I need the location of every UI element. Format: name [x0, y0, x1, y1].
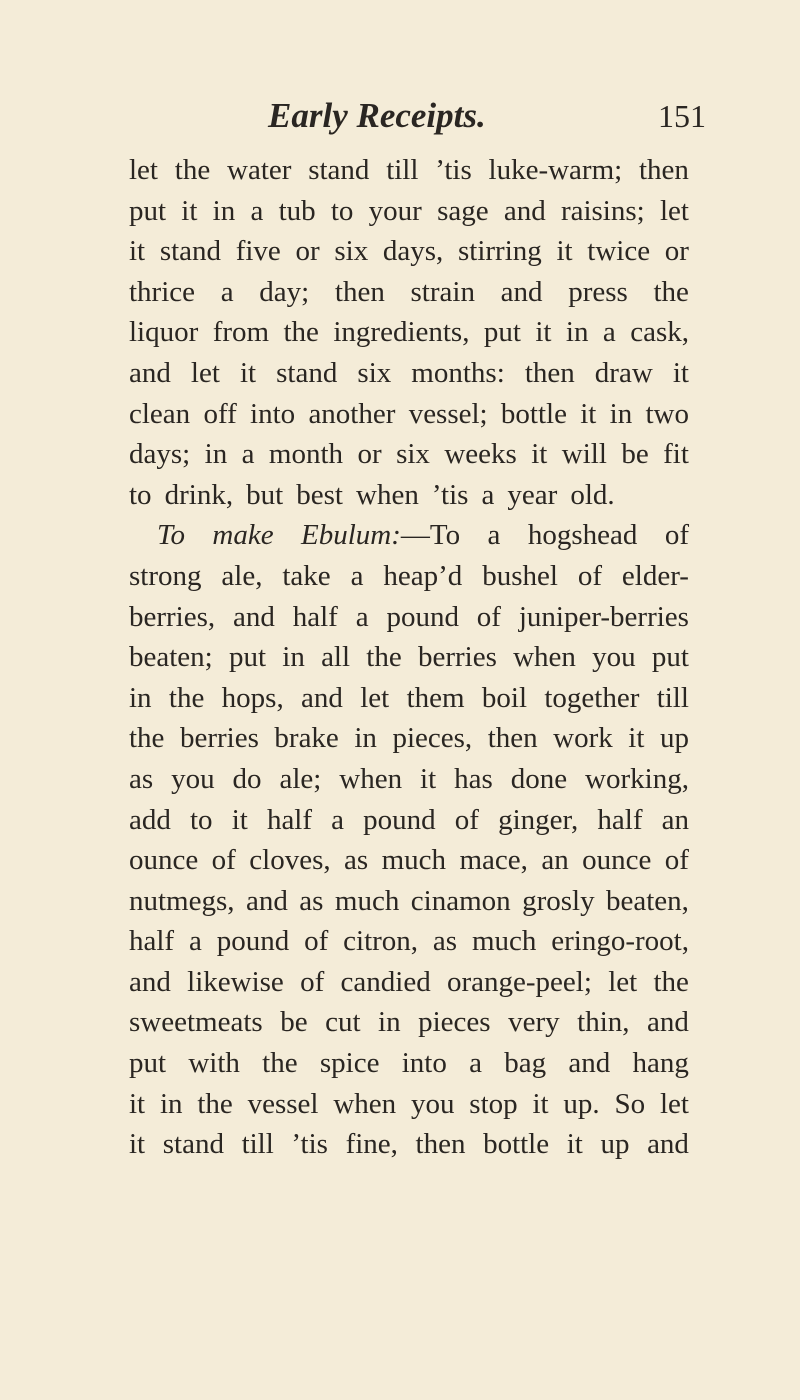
word: put [483, 316, 521, 349]
word: in [354, 722, 377, 755]
word: up [659, 722, 689, 755]
word: in [609, 397, 633, 430]
word: year [507, 478, 558, 511]
text-line [129, 840, 689, 881]
word: another [308, 397, 396, 430]
word: will [561, 438, 607, 471]
word: vessel; [408, 397, 488, 430]
word: it [129, 235, 146, 268]
text-line [129, 353, 689, 394]
word: days, [382, 235, 444, 268]
word: boil [481, 681, 528, 714]
word: till [656, 681, 689, 714]
word: a [481, 478, 495, 511]
text-line [129, 921, 689, 962]
word: best [296, 478, 343, 511]
word: cinamon [410, 884, 511, 917]
word: the [129, 722, 165, 755]
word: spice [319, 1047, 380, 1080]
word: ale, [221, 559, 263, 592]
word: in [212, 194, 236, 227]
word: it [129, 1128, 146, 1161]
word: the [653, 965, 689, 998]
text-line [129, 718, 689, 759]
word: the [168, 681, 205, 714]
word: beaten, [606, 884, 689, 917]
word: and [129, 965, 171, 998]
word: let [608, 965, 638, 998]
word: hogshead [527, 519, 638, 552]
word: much [334, 884, 400, 917]
word: strain [410, 275, 475, 308]
word: working, [585, 762, 689, 795]
word: fine, [345, 1128, 398, 1161]
word: nutmegs, [129, 884, 235, 917]
word: put [129, 194, 167, 227]
word: till [386, 154, 419, 186]
word: then [487, 722, 538, 755]
word: of [211, 844, 236, 877]
word: pound [216, 925, 290, 958]
word: add [129, 803, 171, 836]
word: stand [159, 235, 222, 268]
word: water [227, 154, 292, 186]
word: and [245, 884, 288, 917]
word: cloves, [249, 844, 331, 877]
word: hang [632, 1047, 689, 1080]
word: half [292, 600, 338, 633]
word: it [129, 1087, 146, 1120]
word: make [212, 519, 274, 552]
word: pound [386, 600, 459, 633]
word: berries, [129, 600, 216, 633]
word: and [568, 1047, 611, 1080]
word: luke-warm; [488, 154, 623, 186]
word: them [406, 681, 465, 714]
word: half [129, 925, 175, 958]
word: or [357, 438, 382, 471]
word: and [647, 1128, 689, 1161]
word: hops, [221, 681, 284, 714]
word: and [647, 1006, 689, 1039]
word: vessel [247, 1087, 319, 1120]
word: and [503, 194, 546, 227]
word: of [454, 803, 479, 836]
running-title: Early Receipts. [268, 96, 486, 135]
running-head [0, 96, 800, 142]
body-text [129, 150, 689, 1165]
word: of [577, 559, 602, 592]
word: it [531, 438, 548, 471]
word: it [580, 397, 597, 430]
word: it [566, 1128, 583, 1161]
word: till [241, 1128, 274, 1161]
word: into [250, 397, 296, 430]
word: grosly [522, 884, 595, 917]
word: ale; [279, 762, 322, 795]
word: six [334, 235, 369, 268]
word: your [368, 194, 422, 227]
word: let [129, 154, 158, 186]
word: you [410, 1087, 455, 1120]
word: a [250, 194, 264, 227]
text-line [129, 231, 689, 272]
word: a [331, 803, 345, 836]
word: it [535, 316, 552, 349]
word: thrice [129, 275, 196, 308]
page-number: 151 [658, 98, 706, 134]
word: be [280, 1006, 308, 1039]
word: a [350, 559, 364, 592]
word: juniper-berries [518, 600, 689, 633]
word: to [330, 194, 354, 227]
word: twice [587, 235, 651, 268]
word: it [628, 722, 645, 755]
word: press [568, 275, 628, 308]
word: then [415, 1128, 466, 1161]
word: let [659, 1087, 689, 1120]
word: likewise [187, 965, 284, 998]
word: it [420, 762, 437, 795]
word: off [203, 397, 237, 430]
word: candied [340, 965, 431, 998]
word: then [524, 356, 575, 389]
word: days; [129, 438, 191, 471]
word: it [532, 1087, 549, 1120]
word: two [645, 397, 689, 430]
word: you [592, 641, 636, 674]
word: let [659, 194, 689, 227]
word: liquor [129, 316, 199, 349]
word: of [664, 844, 689, 877]
word: be [621, 438, 649, 471]
word: day; [259, 275, 310, 308]
text-line [129, 597, 689, 638]
word: ’tis [435, 154, 472, 186]
word: a [602, 316, 616, 349]
text-line [129, 434, 689, 475]
word: ounce [582, 844, 652, 877]
word: draw [594, 356, 653, 389]
word: berries [417, 641, 497, 674]
word: a [355, 600, 369, 633]
word: and [500, 275, 543, 308]
word: half [597, 803, 643, 836]
word: So [614, 1087, 646, 1120]
word: in [565, 316, 589, 349]
word: as [129, 762, 154, 795]
word: take [282, 559, 331, 592]
word: five [235, 235, 281, 268]
word: stop [469, 1087, 518, 1120]
word: cut [325, 1006, 361, 1039]
word: of [664, 519, 689, 552]
word: it [231, 803, 248, 836]
text-line [129, 150, 689, 191]
word: six [357, 356, 392, 389]
word: put [651, 641, 689, 674]
word: up [600, 1128, 630, 1161]
word: a [487, 519, 501, 552]
word: together [544, 681, 640, 714]
word: a [220, 275, 234, 308]
word: month [268, 438, 344, 471]
word: the [262, 1047, 298, 1080]
word: to [190, 803, 213, 836]
word: pound [363, 803, 436, 836]
word: tub [278, 194, 316, 227]
word: drink, [164, 478, 234, 511]
word: clean [129, 397, 191, 430]
word: sage [437, 194, 489, 227]
text-line [129, 1124, 689, 1165]
word: brake [274, 722, 339, 755]
word: into [401, 1047, 447, 1080]
word: ginger, [498, 803, 579, 836]
word: all [321, 641, 351, 674]
text-line [129, 515, 689, 556]
text-line [129, 800, 689, 841]
word: raisins; [560, 194, 645, 227]
text-line [129, 881, 689, 922]
word: Ebulum:—To [301, 519, 461, 552]
word: pieces, [392, 722, 473, 755]
word: up. [563, 1087, 600, 1120]
word: stirring [458, 235, 542, 268]
word: has [454, 762, 493, 795]
word: stand [162, 1128, 224, 1161]
text-line [129, 637, 689, 678]
text-line [129, 394, 689, 435]
word: it [672, 356, 689, 389]
word: a [188, 925, 202, 958]
word: when [356, 478, 419, 511]
word: berries [179, 722, 259, 755]
word: as [344, 844, 369, 877]
word: orange-peel; [447, 965, 592, 998]
word: of [476, 600, 501, 633]
word: thin, [577, 1006, 630, 1039]
word: or [664, 235, 689, 268]
text-line [129, 312, 689, 353]
word: much [381, 844, 447, 877]
word: To [157, 519, 185, 552]
word: when [339, 762, 403, 795]
word: put [228, 641, 267, 674]
word: work [553, 722, 613, 755]
word: an [661, 803, 689, 836]
word: in [378, 1006, 401, 1039]
word: then [638, 154, 689, 186]
word: done [510, 762, 568, 795]
word: put [129, 1047, 167, 1080]
word: strong [129, 559, 202, 592]
word: very [508, 1006, 560, 1039]
word: ’tis [291, 1128, 328, 1161]
word: stand [308, 154, 370, 186]
word: fit [663, 438, 689, 471]
word: bottle [483, 1128, 550, 1161]
word: in [129, 681, 152, 714]
word: it [181, 194, 198, 227]
word: ’tis [431, 478, 469, 511]
word: then [334, 275, 385, 308]
word: the [283, 316, 319, 349]
word: a [241, 438, 255, 471]
word: citron, [343, 925, 419, 958]
text-line [129, 1043, 689, 1084]
word: elder- [621, 559, 689, 592]
word: and [129, 356, 171, 389]
word: months: [411, 356, 505, 389]
text-line [129, 1002, 689, 1043]
word: sweetmeats [129, 1006, 263, 1039]
word: eringo-root, [551, 925, 689, 958]
word: but [246, 478, 284, 511]
word: you [171, 762, 215, 795]
text-line [129, 759, 689, 800]
word: bottle [500, 397, 567, 430]
word: much [471, 925, 537, 958]
word: bushel [482, 559, 558, 592]
word: to [129, 478, 152, 511]
word: with [188, 1047, 240, 1080]
word: pieces [418, 1006, 491, 1039]
text-line [129, 962, 689, 1003]
word: mace, [459, 844, 528, 877]
word: as [299, 884, 324, 917]
word: in [204, 438, 228, 471]
text-line [129, 475, 689, 516]
word: beaten; [129, 641, 213, 674]
text-line [129, 678, 689, 719]
word: a [469, 1047, 482, 1080]
word: do [232, 762, 262, 795]
text-line [129, 272, 689, 313]
word: of [300, 965, 325, 998]
word: let [190, 356, 220, 389]
word: six [396, 438, 430, 471]
word: it [556, 235, 573, 268]
word: of [304, 925, 329, 958]
word: bag [504, 1047, 547, 1080]
word: the [197, 1087, 233, 1120]
word: the [174, 154, 211, 186]
word: ounce [129, 844, 199, 877]
word: cask, [630, 316, 689, 349]
text-line [129, 1084, 689, 1125]
word: as [432, 925, 458, 958]
word: when [513, 641, 576, 674]
word: an [541, 844, 569, 877]
word: in [282, 641, 305, 674]
word: half [266, 803, 313, 836]
word: and [301, 681, 343, 714]
word: in [159, 1087, 183, 1120]
word: when [333, 1087, 397, 1120]
word: let [360, 681, 390, 714]
word: weeks [444, 438, 517, 471]
word: the [653, 275, 689, 308]
word: or [295, 235, 320, 268]
text-line [129, 191, 689, 232]
word: heap’d [383, 559, 463, 592]
word: old. [570, 478, 615, 511]
word: it [239, 356, 257, 389]
word: ingredients, [333, 316, 470, 349]
word: the [366, 641, 402, 674]
word: from [212, 316, 270, 349]
word: stand [276, 356, 338, 389]
text-line [129, 556, 689, 597]
word: and [233, 600, 275, 633]
